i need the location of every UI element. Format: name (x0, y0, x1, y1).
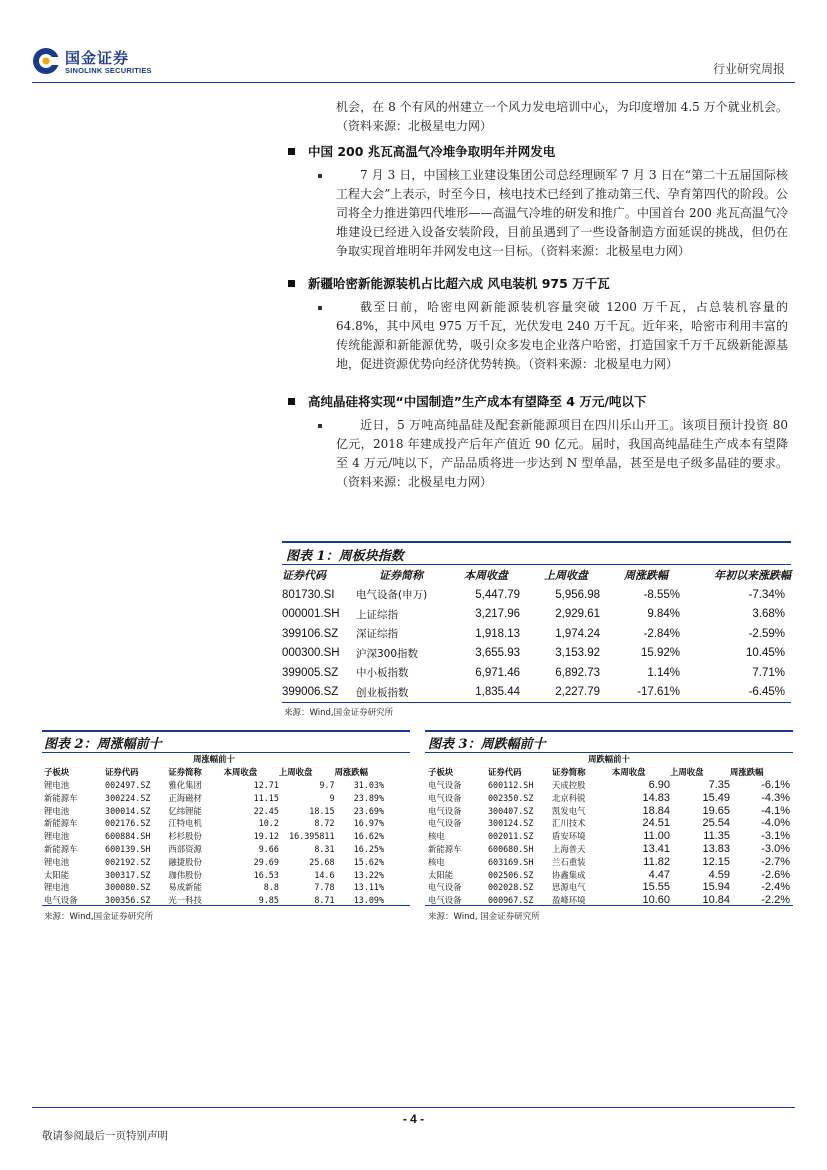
table-row (282, 683, 791, 703)
table-row (282, 585, 791, 605)
table-cell: 16.97% (353, 818, 384, 829)
table-cell: 6,892.73 (555, 666, 600, 679)
table-header-row (282, 564, 791, 585)
weekly-top-gainers-table (44, 753, 384, 907)
table-cell: 13.09% (353, 895, 384, 906)
col-header: 子板块 (428, 767, 454, 778)
section-bullet (288, 148, 295, 155)
table-cell: 4.47 (648, 868, 670, 881)
news-title-1: 中国 200 兆瓦高温气冷堆争取明年并网发电 (308, 144, 556, 159)
table-cell: 协鑫集成 (552, 869, 586, 880)
col-header: 证券简称 (168, 767, 202, 778)
table-cell: 10.45% (745, 647, 785, 660)
table-cell: 盈峰环境 (552, 895, 586, 906)
table3-bottom-rule (425, 905, 793, 906)
table-cell: 1,835.44 (475, 686, 520, 699)
col-header: 周涨跌幅 (624, 568, 668, 582)
table-cell: 新能源车 (428, 843, 462, 854)
table-row (428, 779, 790, 792)
table-cell: -3.0% (761, 842, 790, 855)
logo-text-en: SINOLINK SECURITIES (65, 66, 152, 75)
table-cell: 锂电池 (44, 831, 70, 842)
table-cell: 11.35 (703, 830, 730, 843)
table-cell: 000300.SH (282, 647, 340, 660)
table-cell: 电气设备 (428, 779, 462, 790)
table-cell: -2.84% (643, 627, 680, 640)
table-cell: 002506.SZ (488, 869, 534, 880)
table-cell: 300124.SZ (488, 818, 534, 829)
table-cell: 2,227.79 (555, 686, 600, 699)
table-cell: -2.59% (748, 627, 785, 640)
table-cell: 杉杉股份 (168, 831, 202, 842)
table-cell: 002028.SZ (488, 882, 534, 893)
table-row (428, 855, 790, 868)
table-row (282, 624, 791, 644)
news-intro-continuation: 机会，在 8 个有风的州建立一个风力发电培训中心，为印度增加 4.5 万个就业机会。（资料来源：北极星电力网） (336, 100, 788, 133)
table-cell: 核电 (428, 831, 445, 842)
table-cell: -4.0% (761, 817, 790, 830)
table-cell: 亿纬锂能 (168, 805, 202, 816)
table-cell: 002176.SZ (105, 818, 151, 829)
col-header: 周涨跌幅 (334, 767, 369, 778)
table-cell: 15.49 (702, 791, 730, 804)
table-cell: 4.59 (708, 868, 730, 881)
table-cell: 新能源车 (44, 818, 78, 829)
table-cell: 西部资源 (168, 843, 202, 854)
table-cell: 5,956.98 (555, 588, 600, 601)
page-number: - 4 - (402, 1112, 425, 1126)
table-cell: -6.45% (748, 686, 785, 699)
table-cell: 中小板指数 (356, 667, 409, 680)
table-cell: -6.1% (761, 778, 790, 791)
table-cell: 16.53 (253, 869, 279, 880)
logo-text-cn: 国金证券 (65, 49, 130, 67)
table-cell: 9.66 (258, 843, 279, 854)
item-bullet (318, 424, 322, 428)
table-cell: 锂电池 (44, 779, 70, 790)
report-type: 行业研究周报 (712, 62, 785, 76)
table-row (44, 791, 384, 804)
table-cell: 电气设备 (428, 882, 462, 893)
table-cell: 25.68 (309, 856, 335, 867)
table-row (428, 791, 790, 804)
table-cell: 15.62% (353, 856, 384, 867)
table-row (44, 830, 384, 843)
table-cell: 电气设备 (428, 792, 462, 803)
table-cell: 7.35 (708, 778, 730, 791)
table-cell: 8.8 (263, 882, 279, 893)
table-cell: 5,447.79 (475, 588, 520, 601)
table-row (44, 817, 384, 830)
table-cell: 22.45 (253, 805, 279, 816)
table3-source: 来源：Wind, 国金证券研究所 (428, 912, 540, 922)
table-cell: 18.84 (642, 804, 670, 817)
table-row (428, 868, 790, 881)
table-cell: 002011.SZ (488, 831, 534, 842)
table-header-row (428, 766, 790, 779)
table-cell: 11.82 (643, 855, 670, 868)
table-cell: 3,153.92 (555, 647, 600, 660)
table-row (282, 644, 791, 664)
table-cell: 6,971.46 (475, 666, 520, 679)
table-cell: 12.15 (702, 855, 730, 868)
item-bullet (318, 306, 322, 310)
table1-bottom-rule (282, 702, 791, 703)
table-cell: 000001.SH (282, 608, 340, 621)
table1-title: 图表 1：周板块指数 (286, 549, 404, 564)
table-cell: 15.92% (640, 647, 680, 660)
table-cell: 23.89% (353, 792, 384, 803)
table-cell: 电气设备(申万) (356, 589, 428, 602)
table-cell: 新能源车 (44, 843, 78, 854)
table-cell: 8.72 (314, 818, 335, 829)
col-header: 证券代码 (282, 568, 326, 582)
col-header: 证券简称 (552, 767, 586, 778)
table1-top-rule (282, 541, 791, 543)
table3-title: 图表 3：周跌幅前十 (428, 737, 546, 752)
table-cell: 399005.SZ (282, 666, 339, 679)
table-row (282, 663, 791, 683)
table-cell: 核电 (428, 856, 445, 867)
table-cell: -2.2% (761, 894, 790, 907)
table-cell: 15.94 (702, 881, 730, 894)
table-cell: 电气设备 (428, 805, 462, 816)
table-cell: 600112.SH (488, 779, 534, 790)
table-cell: 太阳能 (428, 869, 454, 880)
table3-top-rule (425, 730, 793, 732)
table-row (428, 817, 790, 830)
table-cell: 19.65 (702, 804, 730, 817)
table-row (428, 804, 790, 817)
table-cell: 16.25% (353, 843, 384, 854)
table2-source: 来源：Wind,国金证券研究所 (44, 912, 154, 922)
table-cell: 11.00 (643, 830, 670, 843)
table-cell: 太阳能 (44, 869, 70, 880)
table-cell: 电气设备 (428, 895, 462, 906)
table-cell: 13.41 (642, 842, 670, 855)
table-cell: 002192.SZ (105, 856, 151, 867)
table-cell: 6.90 (648, 778, 670, 791)
table-cell: 2,929.61 (555, 608, 600, 621)
table-cell: 创业板指数 (356, 686, 409, 699)
header-divider (32, 82, 795, 83)
table-cell: -3.1% (761, 830, 790, 843)
table-cell: 正海磁材 (168, 792, 202, 803)
table-cell: 1.14% (647, 666, 680, 679)
table-cell: 锂电池 (44, 805, 70, 816)
table-cell: 深证综指 (356, 628, 398, 641)
col-header: 上周收盘 (670, 767, 704, 778)
table-cell: 9.85 (258, 895, 279, 906)
table-cell: 电气设备 (428, 818, 462, 829)
col-header: 证券代码 (488, 767, 522, 778)
table-cell: 8.71 (314, 895, 335, 906)
table-cell: 000967.SZ (488, 895, 534, 906)
table-cell: 23.69% (353, 805, 384, 816)
section-bullet (288, 398, 295, 405)
table-cell: 300014.SZ (105, 805, 151, 816)
table-cell: 8.31 (314, 843, 335, 854)
table-cell: 1,918.13 (475, 627, 520, 640)
table-cell: 沪深300指数 (356, 647, 419, 660)
table-row (282, 605, 791, 625)
table-cell: 9 (329, 792, 335, 803)
table-row (44, 855, 384, 868)
table-cell: 锂电池 (44, 856, 70, 867)
table2-title: 图表 2：周涨幅前十 (44, 737, 162, 752)
table-cell: 15.55 (642, 881, 670, 894)
table-cell: -2.4% (761, 881, 790, 894)
col-header: 本周收盘 (223, 767, 258, 778)
table-cell: 7.78 (314, 882, 335, 893)
table-cell: -4.1% (761, 804, 790, 817)
table-cell: 002497.SZ (105, 779, 151, 790)
table-cell: 300080.SZ (105, 882, 151, 893)
table-cell: 25.54 (702, 817, 730, 830)
table-cell: 13.83 (702, 842, 730, 855)
table-cell: 300356.SZ (105, 895, 151, 906)
table-caption: 周跌幅前十 (588, 754, 630, 765)
table-cell: 3.68% (752, 608, 785, 621)
table-cell: 北京科锐 (552, 792, 586, 803)
table-row (428, 843, 790, 856)
table-cell: 易成新能 (168, 882, 202, 893)
col-header: 周涨跌幅 (730, 767, 764, 778)
table-cell: 300407.SZ (488, 805, 534, 816)
section-bullet (288, 280, 295, 287)
table-cell: 600139.SH (105, 843, 151, 854)
table-cell: -8.55% (643, 588, 680, 601)
col-header: 本周收盘 (612, 767, 646, 778)
table-cell: 14.83 (642, 791, 670, 804)
col-header: 证券简称 (379, 568, 423, 582)
table-row (44, 779, 384, 792)
table-cell: 300317.SZ (105, 869, 151, 880)
table-cell: 19.12 (253, 831, 279, 842)
table-cell: 16.62% (353, 831, 384, 842)
table-cell: 凯发电气 (552, 805, 586, 816)
table-cell: 11.15 (253, 792, 279, 803)
table-cell: 10.2 (258, 818, 279, 829)
table-row (428, 881, 790, 894)
table-cell: 29.69 (253, 856, 279, 867)
news-body-1: 7 月 3 日，中国核工业建设集团公司总经理顾军 7 月 3 日在“第二十五届国际核工程大会”上表示，时至今日，核电技术已经到了推动第三代、孕育第四代的阶段。公司将全力推进第四代堆形——高温气冷堆的研发和推广。中国首台 200 兆瓦高温气冷堆建设已经进入设备安装阶段，目前虽遇到了一些设备制造方面延误的挑战，但仍在争取实现首堆明年并网发电这一目标。（资料来源：北极星电力网） (336, 168, 788, 258)
table-cell: 盾安环境 (552, 831, 586, 842)
table-cell: 珈伟股份 (168, 869, 202, 880)
table-cell: 电气设备 (44, 895, 78, 906)
table1-source: 来源：Wind,国金证券研究所 (284, 708, 394, 718)
item-bullet (318, 174, 322, 178)
col-header: 上周收盘 (544, 568, 588, 582)
table-cell: 24.51 (642, 817, 670, 830)
table-cell: 600884.SH (105, 831, 151, 842)
table-cell: -17.61% (637, 686, 680, 699)
table-cell: 江特电机 (168, 818, 202, 829)
weekly-sector-index-table (282, 564, 791, 702)
table-cell: 16.395811 (289, 831, 335, 842)
table-cell: 002350.SZ (488, 792, 534, 803)
table-cell: 399006.SZ (282, 686, 339, 699)
table-cell: 18.15 (309, 805, 335, 816)
table-cell: -7.34% (748, 588, 785, 601)
table-cell: 光一科技 (168, 895, 202, 906)
news-title-3: 高纯晶硅将实现“中国制造”生产成本有望降至 4 万元/吨以下 (308, 394, 647, 409)
table-cell: 31.03% (353, 779, 384, 790)
table-cell: 9.84% (647, 608, 680, 621)
table2-top-rule (42, 730, 410, 732)
table-cell: 兰石重装 (552, 856, 586, 867)
table-cell: -4.3% (761, 791, 790, 804)
disclaimer-note: 敬请参阅最后一页特别声明 (42, 1130, 168, 1142)
table-cell: 思源电气 (552, 882, 586, 893)
news-body-2: 截至日前，哈密电网新能源装机容量突破 1200 万千瓦，占总装机容量的 64.8%，其中风电 975 万千瓦，光伏发电 240 万千瓦。近年来，哈密市利用丰富的传统能源和新能源优势，吸引众多发电企业落户哈密，打造国家千万千瓦级新能源基地，促进资源优势向经济优势转换。（资料来源：北极星电力网） (336, 300, 788, 371)
table-cell: 1,974.24 (555, 627, 600, 640)
weekly-top-losers-table (428, 753, 790, 907)
table-cell: 汇川技术 (552, 818, 586, 829)
news-title-2: 新疆哈密新能源装机占比超六成 风电装机 975 万千瓦 (308, 276, 610, 291)
table-cell: 14.6 (314, 869, 335, 880)
table-cell: 融捷股份 (168, 856, 202, 867)
table-caption: 周涨幅前十 (193, 754, 235, 765)
table-cell: 上证综指 (356, 608, 398, 621)
table-row (44, 843, 384, 856)
table-cell: 新能源车 (44, 792, 78, 803)
table-cell: 9.7 (319, 779, 335, 790)
table-header-row (44, 766, 384, 779)
table-cell: 天成控股 (552, 779, 586, 790)
table-cell: 12.71 (253, 779, 279, 790)
col-header: 子板块 (44, 767, 70, 778)
table-cell: 300224.SZ (105, 792, 151, 803)
news-body-3: 近日，5 万吨高纯晶硅及配套新能源项目在四川乐山开工。该项目预计投资 80 亿元，2018 年建成投产后年产值近 90 亿元。届时，我国高纯晶硅生产成本有望降至 4 万元/吨以下，产品品质将进一步达到 N 型单晶，甚至是电子级多晶硅的要求。（资料来源：北极星电力网） (336, 418, 788, 489)
table-cell: -2.7% (761, 855, 790, 868)
table-cell: 3,655.93 (475, 647, 520, 660)
table-row (44, 804, 384, 817)
table-cell: 13.22% (353, 869, 384, 880)
table-cell: 13.11% (353, 882, 384, 893)
table-cell: 雅化集团 (168, 779, 202, 790)
table-cell: 399106.SZ (282, 627, 339, 640)
sinolink-logo-icon (32, 47, 60, 75)
table-row (44, 881, 384, 894)
col-header: 上周收盘 (278, 767, 313, 778)
table-cell: 801730.SI (282, 588, 335, 601)
table-row (428, 830, 790, 843)
col-header: 证券代码 (105, 767, 139, 778)
col-header: 本周收盘 (464, 568, 508, 582)
col-header: 年初以来涨跌幅 (714, 568, 791, 582)
table-cell: 10.84 (702, 894, 730, 907)
footer-divider (32, 1107, 795, 1108)
table-cell: 3,217.96 (475, 608, 520, 621)
table-cell: 10.60 (642, 894, 670, 907)
table-cell: 上海普天 (552, 843, 586, 854)
table-cell: 锂电池 (44, 882, 70, 893)
company-logo (32, 45, 162, 79)
table-row (44, 868, 384, 881)
table-cell: 7.71% (752, 666, 785, 679)
table-cell: -2.6% (761, 868, 790, 881)
table2-bottom-rule (42, 905, 410, 906)
table-cell: 603169.SH (488, 856, 534, 867)
table-cell: 600680.SH (488, 843, 534, 854)
